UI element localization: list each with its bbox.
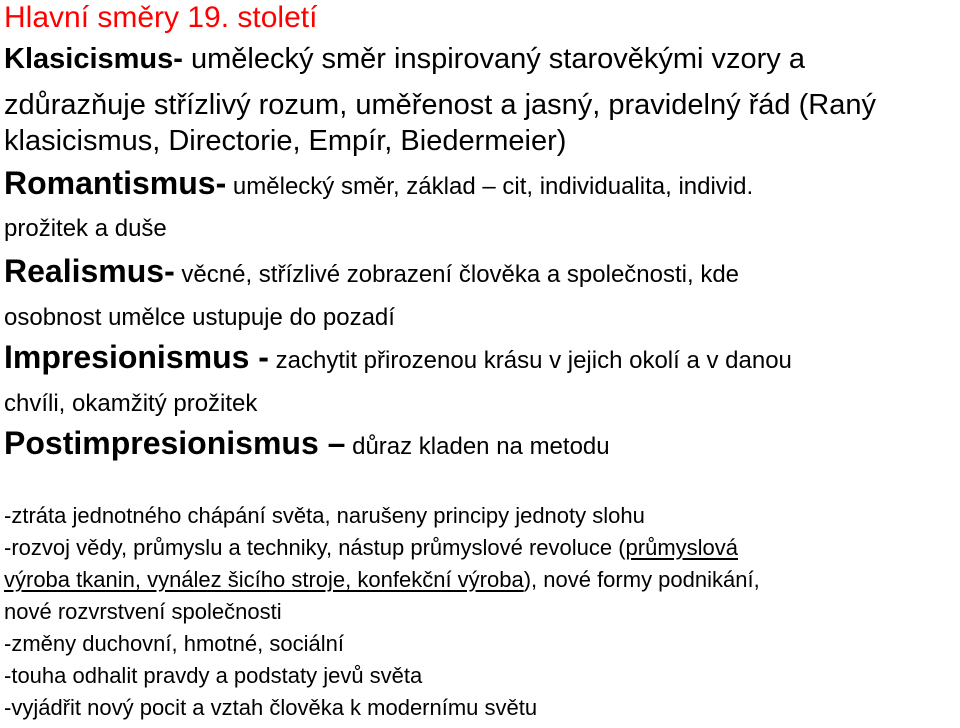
postimpresionismus-term: Postimpresionismus – [4, 425, 346, 461]
note-line-3 [4, 566, 760, 594]
note-line-2-underlined: průmyslová [625, 535, 739, 560]
note-line-2-text: -rozvoj vědy, průmyslu a techniky, nástup průmyslové revoluce ( [4, 535, 626, 560]
impresionismus-term: Impresionismus - [4, 339, 269, 375]
realismus-line-2: osobnost umělce ustupuje do pozadí [4, 304, 395, 331]
note-line-3-underlined: výroba tkanin, vynález šicího stroje, konfekční výroba [4, 567, 524, 592]
note-line-1: -ztráta jednotného chápání světa, narušeny principy jednoty slohu [4, 503, 645, 528]
postimpresionismus-line [4, 425, 610, 462]
romantismus-line-2: prožitek a duše [4, 215, 167, 242]
slide-title: Hlavní směry 19. století [4, 1, 318, 34]
impresionismus-desc-1: zachytit přirozenou krásu v jejich okolí a v danou [268, 347, 792, 374]
romantismus-line-1 [4, 165, 754, 202]
romantismus-term: Romantismus- [4, 165, 227, 201]
note-line-3-text: ), nové formy podnikání, [523, 567, 760, 592]
note-line-5: -změny duchovní, hmotné, sociální [4, 631, 344, 656]
klasicismus-line-2: zdůrazňuje střízlivý rozum, uměřenost a jasný, pravidelný řád (Raný [4, 89, 876, 121]
postimpresionismus-desc-1: důraz kladen na metodu [345, 433, 610, 460]
romantismus-desc-1: umělecký směr, základ – cit, individualita, individ. [226, 173, 754, 200]
realismus-line-1 [4, 253, 740, 290]
note-line-7: -vyjádřit nový pocit a vztah člověka k modernímu světu [4, 695, 538, 720]
note-line-6: -touha odhalit pravdy a podstaty jevů světa [4, 663, 423, 688]
klasicismus-line-1 [4, 42, 805, 76]
klasicismus-line-3: klasicismus, Directorie, Empír, Biedermeier) [4, 125, 567, 157]
impresionismus-line-1 [4, 339, 792, 376]
klasicismus-desc-1: umělecký směr inspirovaný starověkými vzory a [182, 43, 805, 75]
klasicismus-term: Klasicismus- [4, 43, 183, 75]
realismus-desc-1: věcné, střízlivé zobrazení člověka a společnosti, kde [174, 261, 740, 288]
impresionismus-line-2: chvíli, okamžitý prožitek [4, 390, 258, 417]
note-line-2 [4, 534, 738, 562]
note-line-4: nové rozvrstvení společnosti [4, 599, 282, 624]
realismus-term: Realismus- [4, 253, 175, 289]
